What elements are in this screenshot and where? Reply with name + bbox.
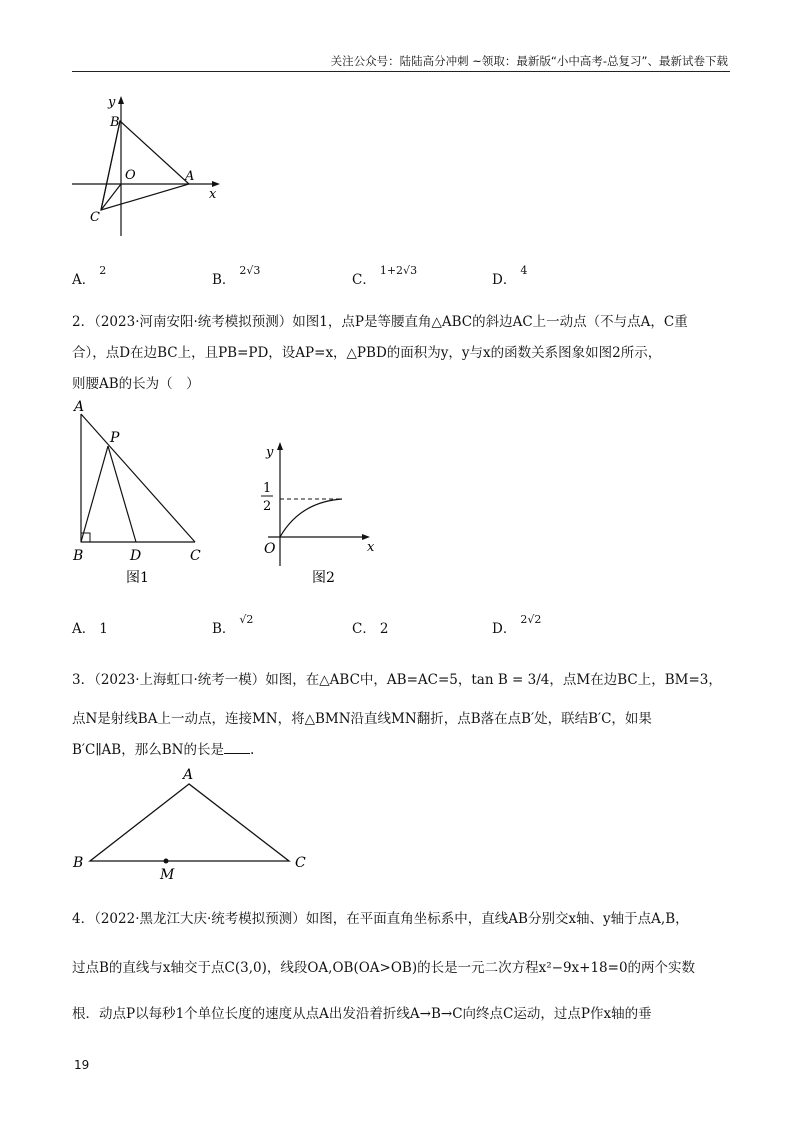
q3-fig-label-M: M	[160, 867, 175, 882]
q2-option-b-value: √2	[239, 613, 254, 626]
q2-fig1-label-C: C	[190, 548, 201, 564]
q2-fig1-label-D: D	[130, 548, 142, 564]
q3-answer-blank[interactable]	[224, 741, 250, 754]
q2-option-c	[352, 617, 388, 637]
q2-option-a-value: 1	[99, 621, 108, 637]
q1-option-a	[72, 264, 107, 288]
q2-fig2-label-x: x	[367, 540, 375, 555]
q2-option-b-letter: B．	[212, 621, 236, 637]
q3-line1: 3．（2023·上海虹口·统考一模）如图，在△ABC中，AB=AC=5，tan B = 3/4，点M在边BC上，BM=3，	[72, 672, 722, 688]
q1-option-d-letter: D．	[492, 272, 517, 288]
q1-option-c-letter: C．	[352, 272, 376, 288]
q2-figure-1	[70, 398, 215, 588]
q2-fig1-label-B: B	[73, 548, 84, 564]
q1-label-C: C	[90, 210, 100, 225]
q3-line3	[72, 740, 732, 760]
q1-option-a-value: 2	[99, 264, 107, 277]
q4-line3: 根．动点P以每秒1个单位长度的速度从点A出发沿着折线A→B→C向终点C运动，过点P作x轴的垂	[72, 1006, 652, 1022]
q1-label-O: O	[125, 168, 136, 183]
q2-option-d-letter: D．	[492, 621, 517, 637]
q1-label-A: A	[185, 169, 195, 184]
q1-option-a-letter: A．	[72, 272, 96, 288]
q2-fig2-label-O: O	[264, 541, 276, 557]
q2-line1: 2．（2023·河南安阳·统考模拟预测）如图1，点P是等腰直角△ABC的斜边AC上一动点（不与点A，C重	[72, 314, 688, 330]
page-header: 关注公众号：陆陆高分冲刺 ~领取：最新版“小中高考-总复习”、最新试卷下载	[330, 54, 728, 68]
q1-label-x: x	[209, 187, 217, 202]
q3-fig-label-B: B	[73, 855, 84, 871]
q2-option-a-letter: A．	[72, 621, 96, 637]
q2-figure-2	[250, 438, 390, 588]
q2-fig2-half-den: 2	[263, 499, 272, 514]
q1-option-c	[352, 264, 418, 288]
header-rule	[72, 71, 730, 72]
q3-fig-label-C: C	[295, 855, 306, 871]
q3-figure	[70, 762, 320, 882]
q2-fig2-caption: 图2	[312, 570, 335, 586]
q3-line3-prefix: B′C∥AB，那么BN的长是	[72, 742, 224, 758]
q3-line2: 点N是射线BA上一动点，连接MN，将△BMN沿直线MN翻折，点B落在点B′处，联结B′C，如果	[72, 711, 652, 727]
q2-line2: 合），点D在边BC上，且PB=PD，设AP=x，△PBD的面积为y，y与x的函数关系图象如图2所示，	[72, 345, 662, 361]
q2-fig1-caption: 图1	[126, 570, 149, 586]
q2-option-d-value: 2√2	[520, 613, 542, 626]
q2-fig2-half-num: 1	[263, 481, 272, 496]
q3-fig-label-A: A	[183, 767, 194, 783]
page-number: 19	[74, 1058, 90, 1072]
q1-label-B: B	[110, 115, 120, 130]
q1-figure	[70, 90, 230, 240]
q1-option-b-value: 2√3	[239, 264, 261, 277]
q1-option-b-letter: B．	[212, 272, 236, 288]
q1-option-b	[212, 264, 261, 288]
q1-label-y: y	[108, 95, 116, 110]
q4-line2: 过点B的直线与x轴交于点C(3,0)，线段OA,OB(OA>OB)的长是一元二次方程x²−9x+18=0的两个实数	[72, 960, 696, 976]
q2-option-b	[212, 613, 254, 637]
q2-option-c-letter: C．	[352, 621, 376, 637]
q2-line3: 则腰AB的长为（ ）	[72, 376, 200, 392]
q3-line3-suffix: .	[249, 742, 255, 758]
q2-fig2-label-y: y	[266, 445, 274, 460]
q2-fig1-label-P: P	[110, 430, 120, 446]
q1-option-d-value: 4	[520, 264, 528, 277]
q2-option-c-value: 2	[379, 621, 389, 637]
q4-line1: 4．（2022·黑龙江大庆·统考模拟预测）如图，在平面直角坐标系中，直线AB分别交x轴、y轴于点A,B，	[72, 911, 689, 927]
q2-option-a	[72, 617, 108, 637]
q1-option-d	[492, 264, 528, 288]
q2-fig1-label-A: A	[74, 399, 85, 415]
q1-option-c-value: 1+2√3	[379, 264, 418, 277]
q2-option-d	[492, 613, 542, 637]
